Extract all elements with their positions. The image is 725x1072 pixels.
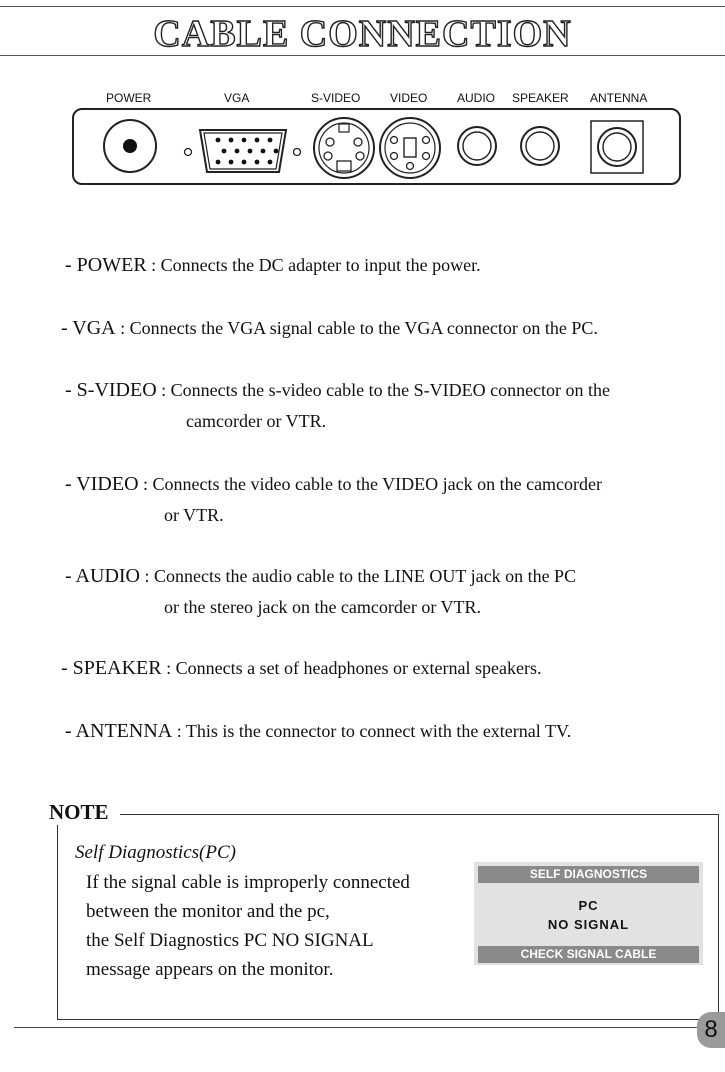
osd-line-pc: PC (578, 898, 599, 913)
desc-term: - VGA (61, 317, 116, 339)
note-line: message appears on the monitor. (86, 959, 334, 980)
port-label-power: POWER (106, 91, 152, 105)
port-label-antenna: ANTENNA (590, 91, 648, 105)
desc-term: - VIDEO (65, 473, 139, 495)
osd-footer: CHECK SIGNAL CABLE (478, 946, 699, 963)
power-jack-icon (104, 120, 156, 172)
note-title: NOTE (49, 800, 115, 825)
desc-text: : This is the connector to connect with the external TV. (172, 721, 572, 741)
note-heading: Self Diagnostics(PC) (75, 842, 236, 863)
desc-vga (61, 317, 598, 340)
connector-panel (72, 108, 681, 185)
desc-speaker (61, 657, 541, 680)
page-title: CABLE CONNECTION (153, 13, 572, 55)
video-port-icon (380, 118, 440, 178)
desc-term: - SPEAKER (61, 657, 162, 679)
top-rule (0, 6, 725, 7)
antenna-jack-icon (591, 121, 643, 173)
note-line: If the signal cable is improperly connected (86, 872, 410, 893)
port-label-s-video: S-VIDEO (311, 91, 361, 105)
desc-video-cont: or VTR. (164, 505, 224, 525)
osd-line-no-signal: NO SIGNAL (547, 917, 630, 932)
port-label-audio: AUDIO (457, 91, 496, 105)
s-video-port-icon (314, 118, 374, 178)
port-label-video: VIDEO (390, 91, 428, 105)
desc-text: : Connects the audio cable to the LINE OUT jack on the PC (140, 566, 577, 586)
desc-term: - AUDIO (65, 565, 140, 587)
port-label-vga: VGA (224, 91, 250, 105)
audio-jack-icon (458, 127, 496, 165)
speaker-jack-icon (521, 127, 559, 165)
desc-text: : Connects the s-video cable to the S-VIDEO connector on the (156, 380, 611, 400)
desc-text: : Connects a set of headphones or external speakers. (161, 658, 542, 678)
osd-header: SELF DIAGNOSTICS (478, 866, 699, 883)
bottom-rule (14, 1027, 720, 1028)
desc-power (65, 254, 481, 277)
desc-term: - ANTENNA (65, 720, 173, 742)
self-diagnostics-osd (474, 862, 703, 965)
desc-text: : Connects the video cable to the VIDEO jack on the camcorder (138, 474, 603, 494)
desc-term: - S-VIDEO (65, 379, 157, 401)
vga-port-icon (185, 130, 301, 172)
desc-audio (65, 565, 576, 588)
note-line: the Self Diagnostics PC NO SIGNAL (86, 930, 374, 951)
desc-term: - POWER (65, 254, 147, 276)
page-number: 8 (697, 1012, 725, 1048)
desc-audio-cont: or the stereo jack on the camcorder or VTR. (164, 597, 482, 617)
note-top-rule (120, 814, 718, 815)
desc-text: : Connects the DC adapter to input the power. (146, 255, 481, 275)
desc-video (65, 473, 602, 496)
port-label-speaker: SPEAKER (512, 91, 569, 105)
desc-text: : Connects the VGA signal cable to the VGA connector on the PC. (115, 318, 598, 338)
desc-antenna (65, 720, 571, 743)
note-line: between the monitor and the pc, (86, 901, 330, 922)
desc-s-video-cont: camcorder or VTR. (186, 411, 327, 431)
desc-s-video (65, 379, 610, 402)
